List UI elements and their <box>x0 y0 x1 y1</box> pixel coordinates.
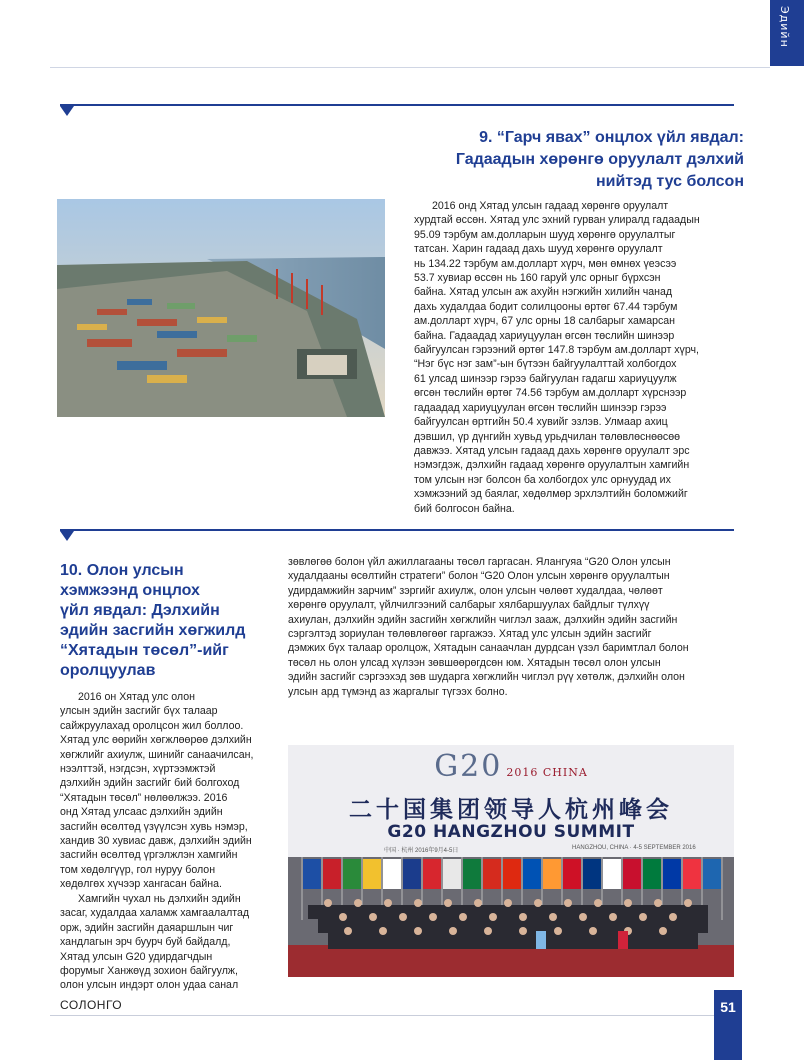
section10-heading-line: үйл явдал: Дэлхийн <box>60 602 220 619</box>
section10-body-left-2 <box>60 892 276 993</box>
g20-summit-photo <box>288 745 734 977</box>
section10-arrow-icon <box>60 531 74 541</box>
text-line: нь 134.22 тэрбум ам.долларт хүрч, мөн өмнөх үеэсээ <box>414 257 677 270</box>
section9-heading-line: 9. “Гарч явах” онцлох үйл явдал: <box>479 129 744 146</box>
header-divider <box>50 67 770 68</box>
text-line: том хөдөлгүүр, гол нуруу болон <box>60 863 216 876</box>
g20-logo-text: G20 <box>434 749 503 784</box>
text-line: дахь худалдаа бодит солилцооны өртөг 67.44 тэрбум <box>414 300 678 313</box>
text-line: хурдтай өссөн. Хятад улс эхний гурван улиралд гадаадын <box>414 214 700 227</box>
text-line: байна. Гадаадад хариуцуулан өгсөн төслийн шинээр <box>414 329 675 342</box>
text-line: Хятад улс өөрийн хөгжлөөрөө дэлхийн <box>60 734 252 747</box>
text-line: өгсөн төслийн өртөг 74.56 тэрбум ам.долларт хүрснээр <box>414 387 687 400</box>
section10-heading-line: 10. Олон улсын <box>60 562 184 579</box>
text-line: 53.7 хувиар өссөн нь 160 гаруй улс орныг бүрхсэн <box>414 272 661 285</box>
g20-banner-chinese: 二十国集团领导人杭州峰会 <box>349 797 673 823</box>
section10-heading-line: хэмжээнд онцлох <box>60 582 200 599</box>
text-line: төсөл нь олон улсад хүлээн зөвшөөрөгдсөн юм. Хятадын төсөл олон улсын <box>288 656 661 669</box>
text-line: Хамгийн чухал нь дэлхийн эдийн <box>78 893 241 905</box>
page-number: 51 <box>714 990 742 1060</box>
text-line: худалдааны өсөлтийн стратеги” болон “G20 Олон улсын хөрөнгө оруулалтын <box>288 570 670 583</box>
text-line: засаг, худалдаа халамж хамгаалалтад <box>60 907 250 920</box>
section9-heading-line: Гадаадын хөрөнгө оруулалт дэлхий <box>455 151 744 168</box>
text-line: дэмжих бүх талаар оролцож, Хятадын санаачлан дурдсан үзэл баримтлал болон <box>288 642 689 655</box>
text-line: Хятад улсын G20 удирдагчдын <box>60 950 213 963</box>
section9-arrow-icon <box>60 106 74 116</box>
footer-divider <box>50 1015 714 1016</box>
text-line: ам.долларт хүрч, 67 улс орны 18 салбарыг хамарсан <box>414 315 676 328</box>
magazine-name: СОЛОНГО <box>60 998 123 1012</box>
text-line: зөвлөгөө болон үйл ажиллагааны төсөл гаргасан. Ялангуяа “G20 Олон улсын <box>288 556 671 568</box>
text-line: улсын ард түмэнд аз жаргалыг түгээх болно. <box>288 685 508 698</box>
text-line: хөрөнгө оруулалт, үйлчилгээний салбарыг хялбаршуулах байдлыг түлхүү <box>288 599 650 612</box>
section-tab-label: Эдийн <box>778 6 791 48</box>
text-line: давжээ. Хятад улсын гадаад дахь хөрөнгө оруулалт эрс <box>414 444 690 457</box>
text-line: засгийн өсөлтөд үргэлжлэн хамгийн <box>60 849 238 862</box>
section-tab <box>770 0 804 66</box>
text-line: байна. Хятад улсын аж ахуйн нэгжийн хилийн чанад <box>414 286 673 299</box>
g20-logo-year: 2016 CHINA <box>506 766 588 779</box>
text-line: хандлагын эрч буурч буй байдалд, <box>60 936 231 949</box>
text-line: нээлттэй, нэгдсэн, хүртээмжтэй <box>60 763 216 776</box>
text-line: засгийн өсөлтөд үзүүлсэн хувь нэмэр, <box>60 820 248 833</box>
text-line: ахиулан, дэлхийн эдийн засгийн хөгжлийн чиглэл зааж, дэлхийн эдийн засгийн <box>288 613 678 626</box>
g20-banner-subtitle-cn: 中国 · 杭州 2016年9月4-5日 <box>384 848 459 854</box>
text-line: байгуулсан гэрээний өртөг 147.8 тэрбум ам.долларт хүрч, <box>414 344 699 357</box>
text-line: дэвшил, үр дүнгийн хувьд урьдчилан төлөвлөснөөсөө <box>414 430 680 443</box>
text-line: 2016 онд Хятад улсын гадаад хөрөнгө оруулалт <box>432 200 669 212</box>
text-line: эдийн засгийг сэргээхэд зөв шударга хөгжлийн чиглэл рүү хөтөлж, дэлхийн олон <box>288 671 685 684</box>
text-line: хөдөлгөх хүчээр хангасан байна. <box>60 878 222 891</box>
text-line: хөгжлийг ахиулж, шинийг санаачилсан, <box>60 748 254 761</box>
g20-banner-english: G20 HANGZHOU SUMMIT <box>387 822 635 842</box>
text-line: 61 улсад шинээр гэрээ байгуулан гадагш хариуцуулж <box>414 372 677 385</box>
section10-heading <box>60 561 270 681</box>
text-line: хандив 30 хувиас давж, дэлхийн эдийн <box>60 835 252 848</box>
text-line: 2016 он Хятад улс олон <box>78 691 195 703</box>
text-line: байгуулсан өртгийн 50.4 хувийг эзлэв. Улмаар ахиц <box>414 416 668 429</box>
section10-rule <box>60 529 734 531</box>
text-line: “Нэг бүс нэг зам”-ын бүтээн байгуулалттай холбогдох <box>414 358 677 371</box>
text-line: сайжруулахад оролцсон жил боллоо. <box>60 719 244 732</box>
text-line: хэмжээний эд баялаг, хөдөлмөр эрхлэлтийн боломжийг <box>414 488 688 501</box>
text-line: сэргэлтэд зориулан төлөвлөгөөг гаргажээ. Хятад улс улсын эдийн засгийг <box>288 628 652 641</box>
g20-logo <box>288 749 734 784</box>
text-line: онд Хятад улсаас дэлхийн эдийн <box>60 806 223 819</box>
text-line: том улсын нэг болсон ба холбогдох улс орнуудад их <box>414 473 671 486</box>
section9-rule <box>60 104 734 106</box>
text-line: удирдамжийн зарчим” зэргийг ахиулж, олон улсын чөлөөт худалдаа, чөлөөт <box>288 584 663 597</box>
text-line: нэмэгдэж, дэлхийн гадаад хөрөнгө оруулалтын хамгийн <box>414 459 690 472</box>
text-line: форумыг Ханжөүд зохион байгуулж, <box>60 965 238 978</box>
section10-body-right <box>288 555 738 699</box>
text-line: улсын эдийн засгийг бүх талаар <box>60 705 218 718</box>
text-line: дэлхийн эдийн засгийг бий болгоход <box>60 777 240 790</box>
section10-heading-line: “Хятадын төсөл”-ийг <box>60 642 229 659</box>
text-line: олон улсын индэрт олон удаа санал <box>60 979 239 992</box>
text-line: татсан. Харин гадаад дахь шууд хөрөнгө оруулалт <box>414 243 663 256</box>
section9-heading-line: нийтэд тус болсон <box>595 173 744 190</box>
text-line: орж, эдийн засгийн даяаршлын чиг <box>60 921 234 934</box>
port-container-photo <box>57 199 385 417</box>
section9-body <box>414 199 736 516</box>
text-line: “Хятадын төсөл” нөлөөлжээ. 2016 <box>60 791 228 804</box>
text-line: 95.09 тэрбум ам.долларын шууд хөрөнгө оруулалтыг <box>414 228 676 241</box>
text-line: гадаадад хариуцуулан өгсөн төслийн шинээр гэрээ <box>414 401 667 414</box>
section9-heading <box>414 127 744 193</box>
section10-heading-line: оролцуулав <box>60 662 156 679</box>
section10-body-left <box>60 690 276 892</box>
section10-heading-line: эдийн засгийн хөгжилд <box>60 622 246 639</box>
text-line: бий болгосон байна. <box>414 502 515 515</box>
g20-banner-subtitle-en: HANGZHOU, CHINA · 4-5 SEPTEMBER 2016 <box>572 845 696 851</box>
